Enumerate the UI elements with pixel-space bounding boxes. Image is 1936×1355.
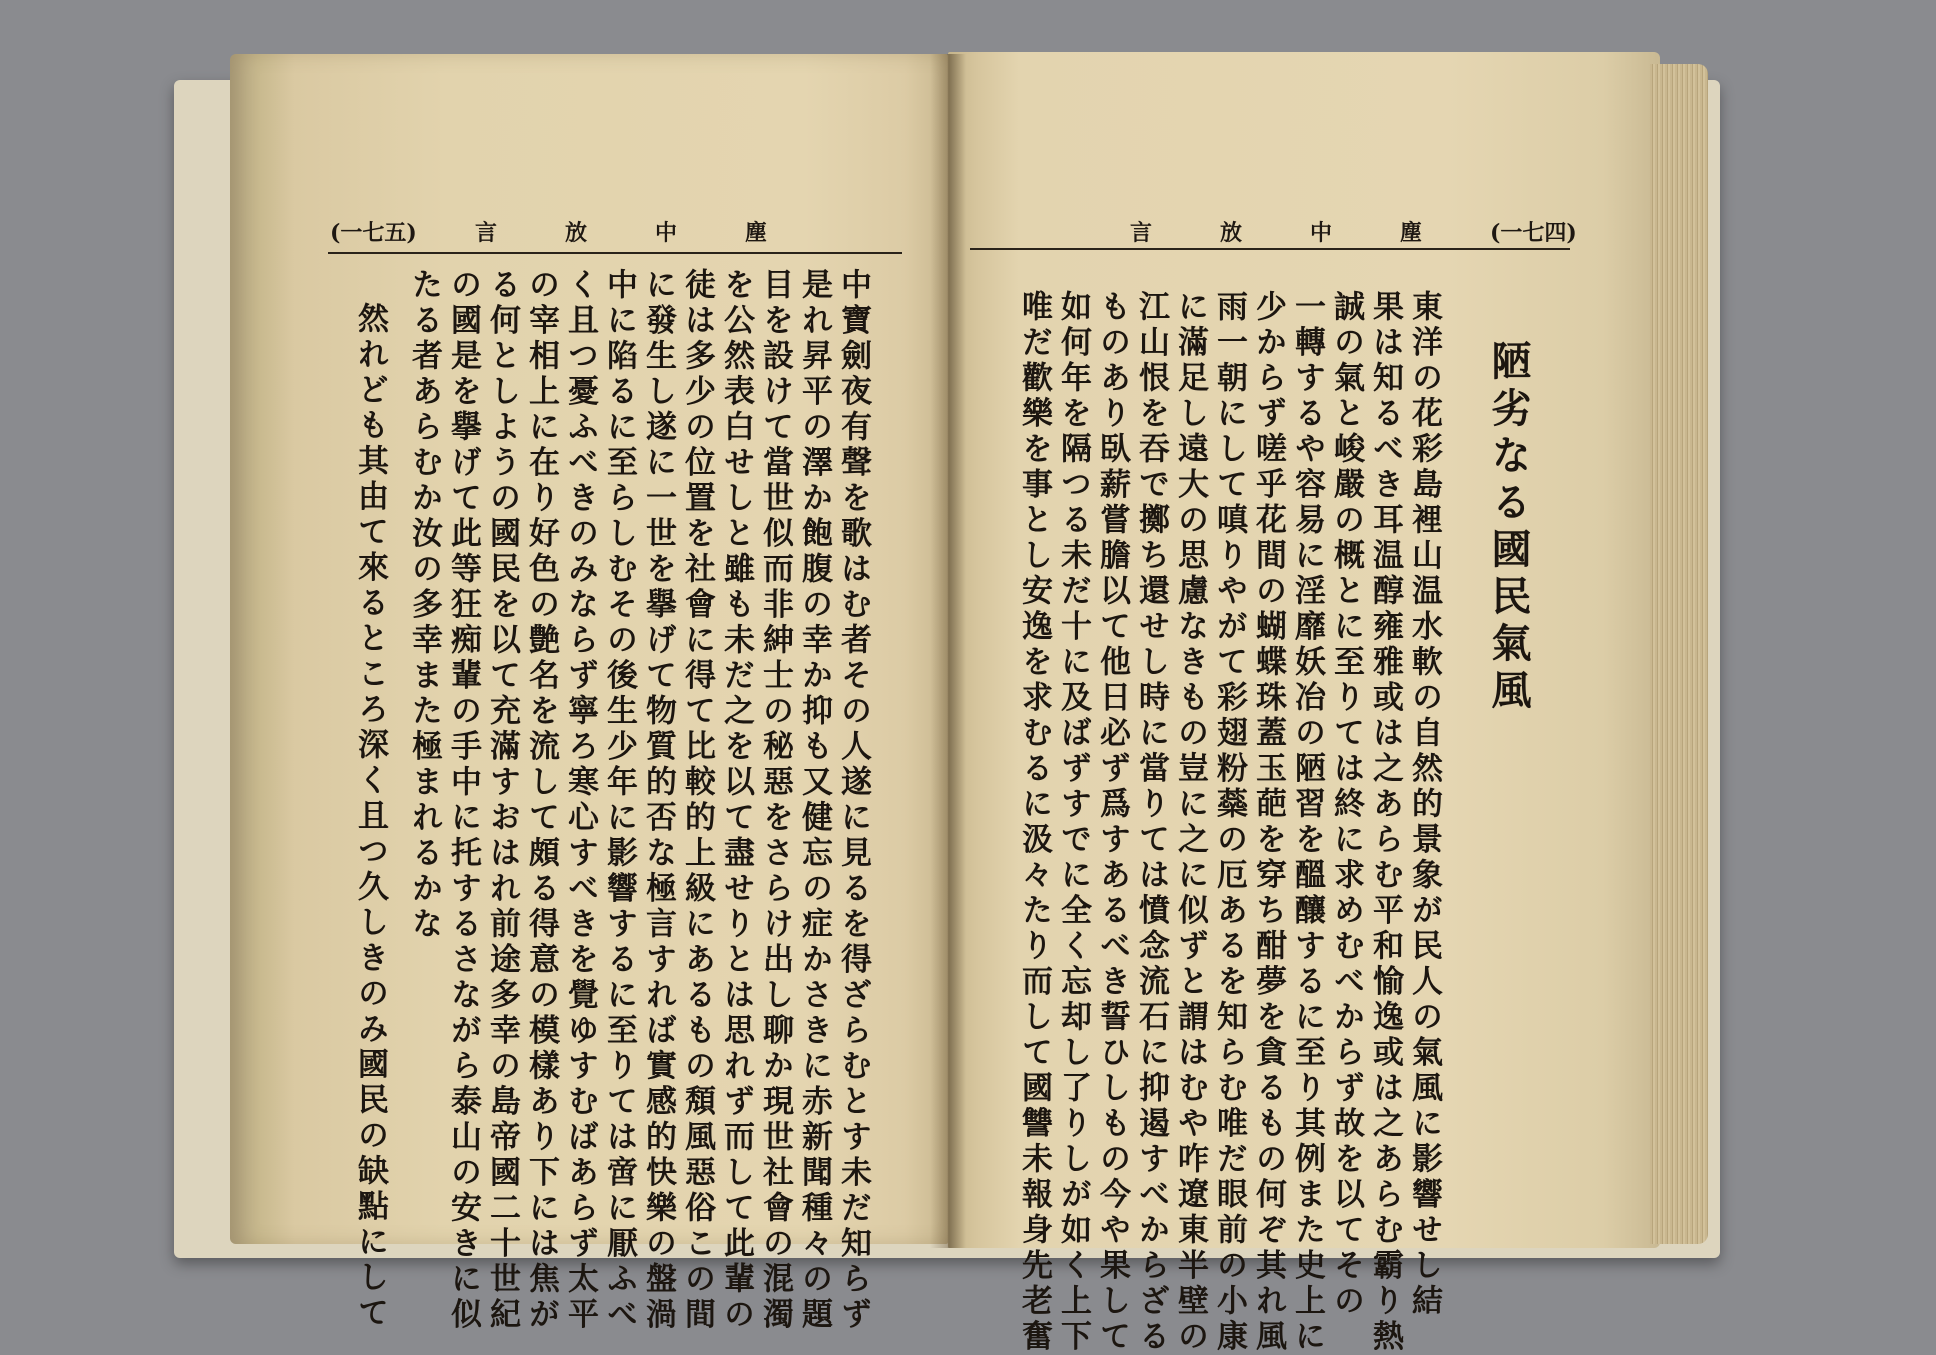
left-column-11: の國是を擧げて此等狂痴輩の手中に托するさながら泰山の安きに似 <box>445 268 481 1333</box>
right-column-5: 少からず嗟乎花間の蝴蝶珠蓋玉葩を穿ち酣夢を貪るもの何ぞ其れ風 <box>1250 290 1286 1355</box>
left-column-4: を公然表白せしと雖も未だ之を以て盡せりとは思れず而して此輩の <box>718 268 754 1333</box>
right-running-title-3: 放 <box>1220 220 1243 246</box>
right-column-10: 如何年を隔つる未だ十に及ばずすでに全く忘却し了りしが如く上下 <box>1055 290 1091 1355</box>
right-column-7: に滿足し遠大の思慮なきもの豈に之に似ずと謂はむや咋遼東半壁の <box>1172 290 1208 1355</box>
left-column-13: 然れども其由て來るところ深く且つ久しきのみ國民の缺點にして <box>352 302 388 1332</box>
left-column-2: 是れ昇平の澤か飽腹の幸か抑も又健忘の症かさきに赤新聞種々の題 <box>796 268 832 1333</box>
left-column-10: る何としようの國民を以て充滿すおはれ前途多幸の島帝國二十世紀 <box>484 268 520 1333</box>
right-column-6: 雨一朝にして嗔りやがて彩翅粉蘂の厄あるを知らむ唯だ眼前の小康 <box>1211 290 1247 1355</box>
left-column-1: 中寶劍夜有聲を歌はむ者その人遂に見るを得ざらむとす未だ知らず <box>835 268 871 1333</box>
left-running-title-3: 放 <box>565 220 588 246</box>
article-title: 陋劣なる國民氣風 <box>1485 340 1532 716</box>
right-column-3: 誠の氣と峻嚴の概とに至りては終に求めむべからず故を以てその <box>1328 290 1364 1320</box>
right-page-number: (一七四) <box>1490 220 1577 246</box>
left-column-7: 中に陷るに至らしむその後生少年に影響するに至りては啻に厭ふべ <box>601 268 637 1333</box>
left-column-3: 目を設けて當世似而非紳士の秘惡をさらけ出し聊か現世社會の混濁 <box>757 268 793 1333</box>
page-edges <box>1650 64 1708 1244</box>
left-column-5: 徒は多少の位置を社會に得て比較的上級にあるもの頽風惡俗この間 <box>679 268 715 1333</box>
right-header-rule <box>970 248 1570 250</box>
left-header-rule <box>328 252 902 254</box>
left-column-8: く且つ憂ふべきのみならず寧ろ寒心すべきを覺ゆすむばあらず太平 <box>562 268 598 1333</box>
left-column-12: たる者あらむか汝の多幸また極まれるかな <box>406 268 442 943</box>
spine-gutter <box>930 54 966 1248</box>
left-column-9: の宰相上に在り好色の艶名を流して頗る得意の模樣あり下には焦が <box>523 268 559 1333</box>
right-running-title-2: 中 <box>1310 220 1333 246</box>
right-running-title-4: 言 <box>1130 220 1153 246</box>
right-column-1: 東洋の花彩島裡山温水軟の自然的景象が民人の氣風に影響せし結 <box>1406 290 1442 1320</box>
open-book <box>170 40 1730 1355</box>
left-running-title-1: 塵 <box>745 220 768 246</box>
right-column-9: ものあり臥薪嘗膽以て他日必ず爲すあるべき誓ひしもの今や果して <box>1094 290 1130 1355</box>
left-running-title-4: 言 <box>475 220 498 246</box>
right-column-8: 江山恨を吞で擲ち還せし時に當りては憤念流石に抑遏すべからざる <box>1133 290 1169 1355</box>
left-page-number: (一七五) <box>330 220 417 246</box>
right-column-2: 果は知るべき耳温醇雍雅或は之あらむ平和愉逸或は之あらむ霸り熱 <box>1367 290 1403 1355</box>
right-running-title-1: 塵 <box>1400 220 1423 246</box>
right-column-4: 一轉するや容易に淫靡妖冶の陋習を醞釀するに至り其例また史上に <box>1289 290 1325 1355</box>
right-column-11: 唯だ歡樂を事とし安逸を求むるに汲々たり而して國讐未報身先老奮 <box>1016 290 1052 1355</box>
left-running-title-2: 中 <box>655 220 678 246</box>
left-column-6: に發生し遂に一世を擧げて物質的否な極言すれば實感的快樂の盤渦 <box>640 268 676 1333</box>
